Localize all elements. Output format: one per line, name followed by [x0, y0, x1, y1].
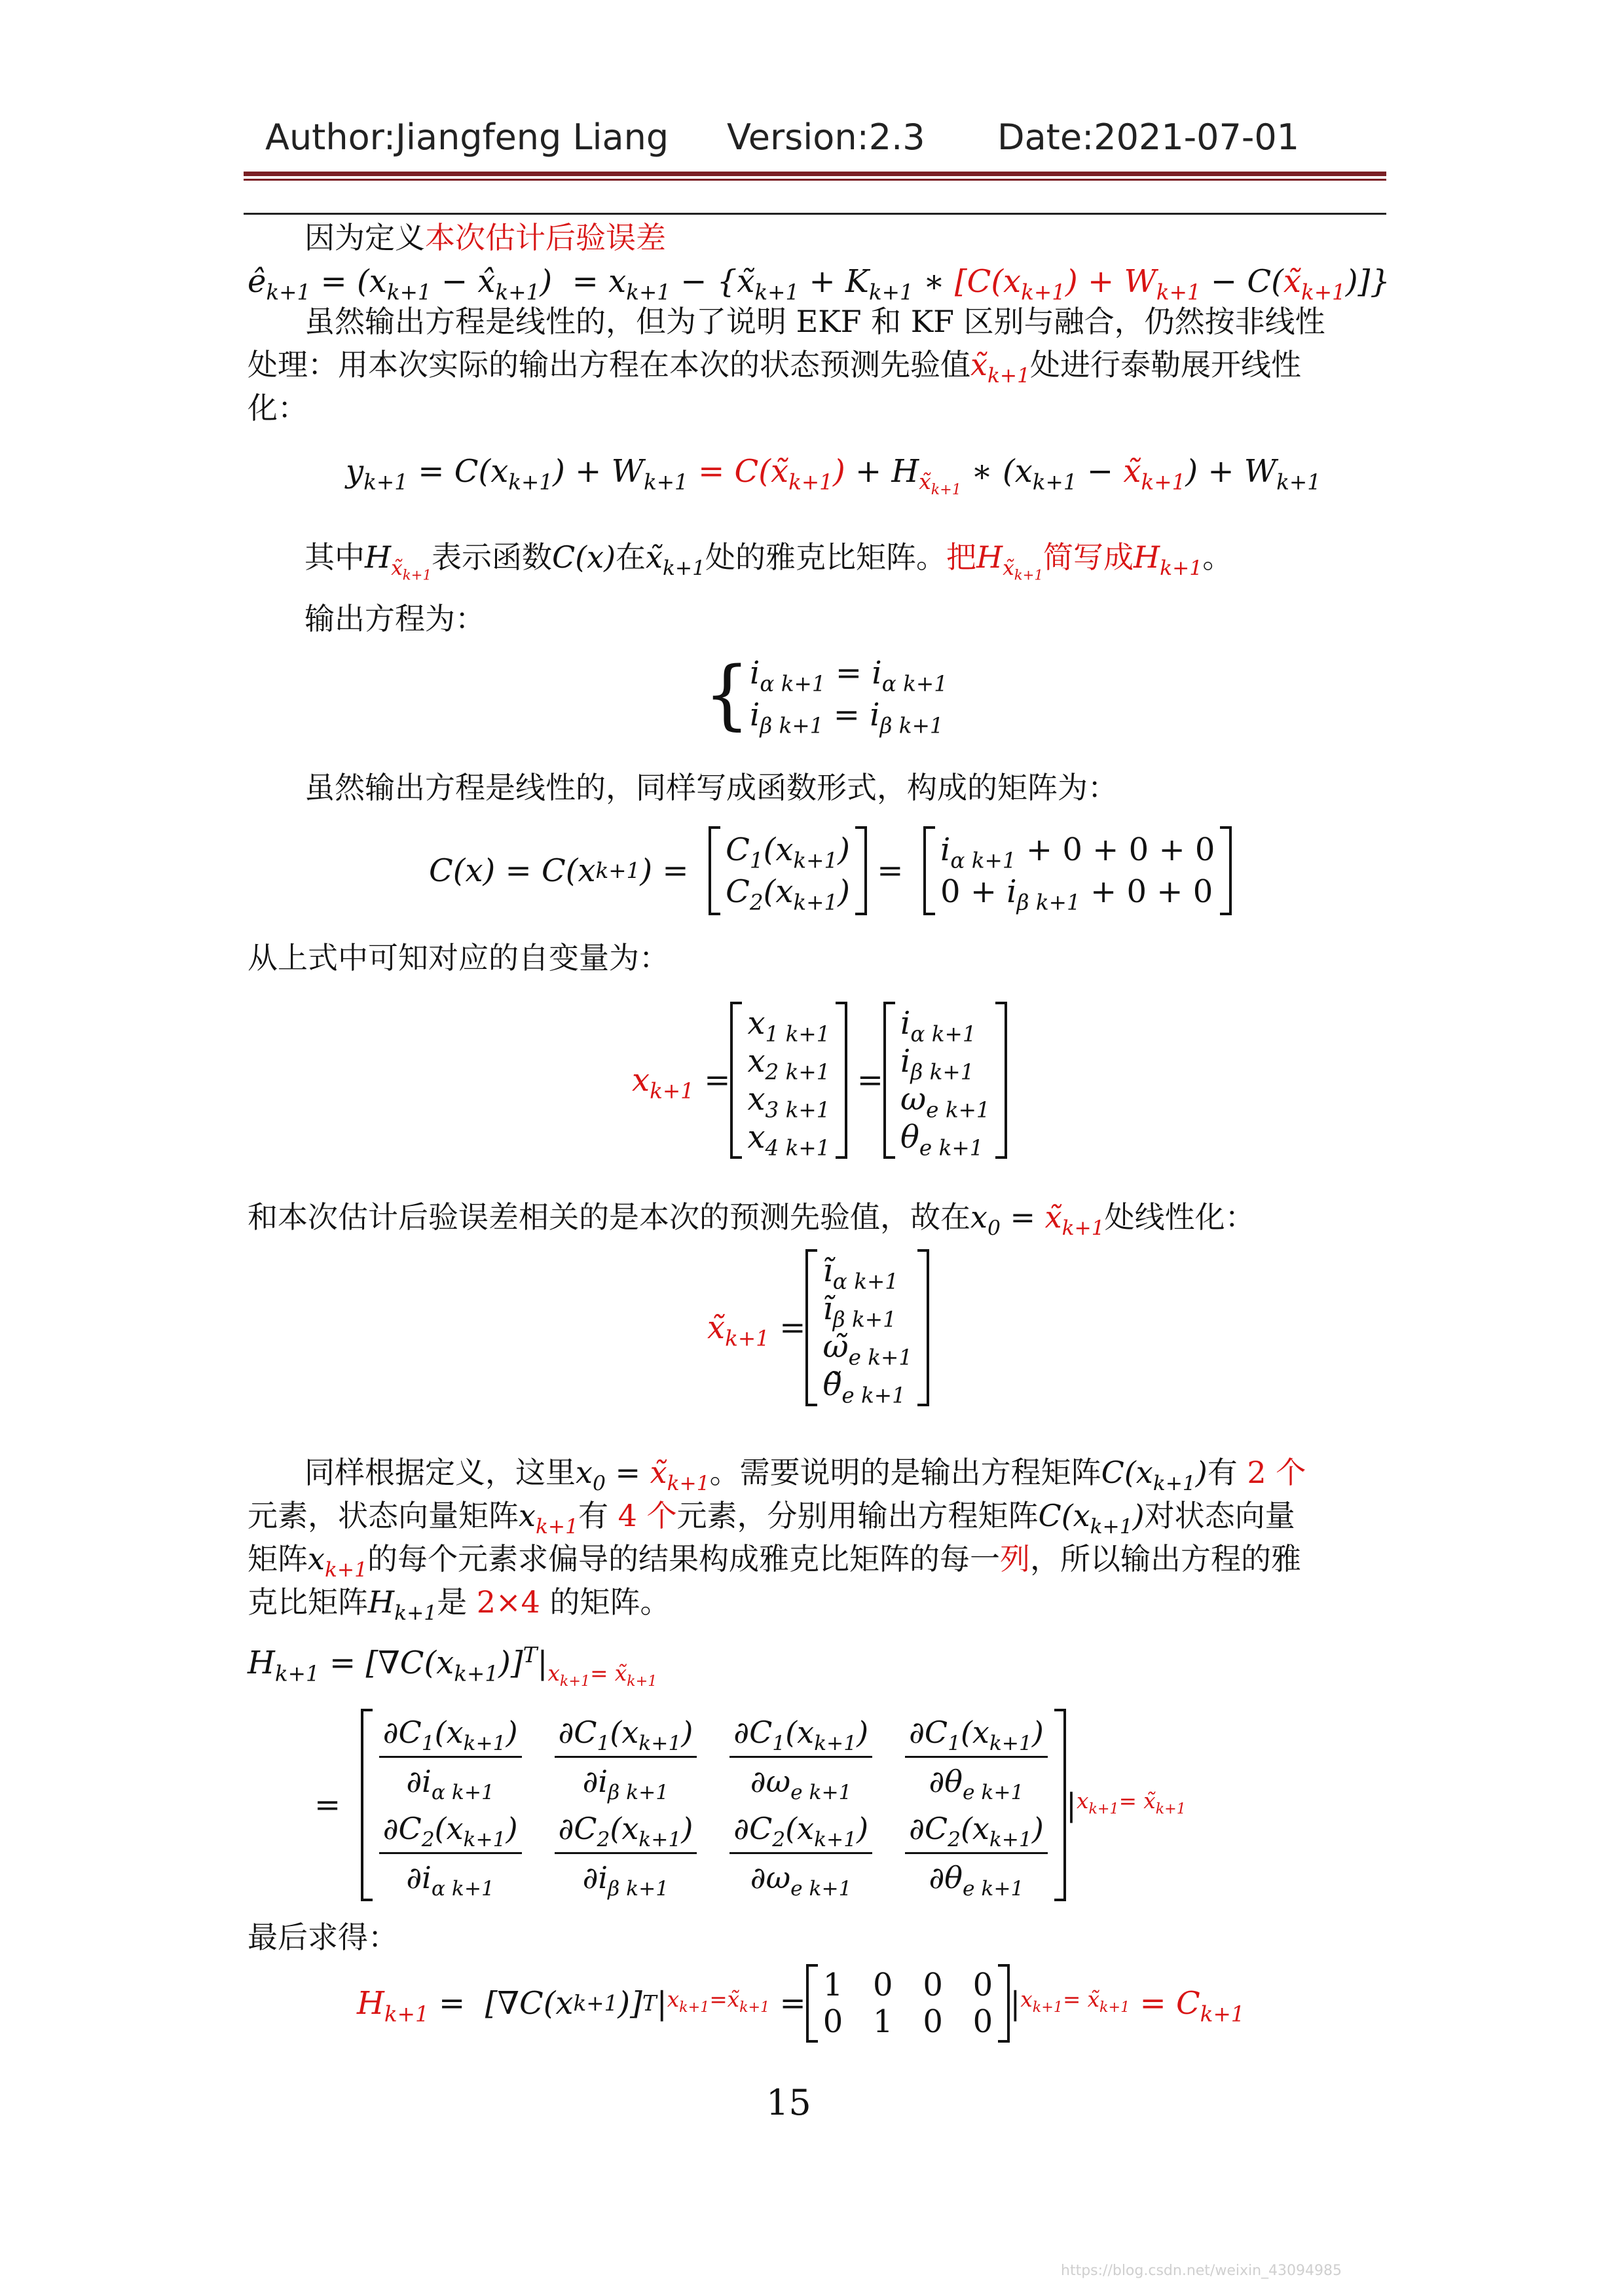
paragraph-linearize-line3: 化： [248, 390, 308, 426]
size-l2-e: 对状态向量 [1144, 1498, 1295, 1533]
equation-C-matrix: C(x) = C(x k+1 ) = $C_1(x_{k+1})$ $C_2(x_{k+1})$ = $i_{\alpha k+1} + 0 + 0 + 0$ $0 + i_{\beta k+1} + 0 + 0$ [429, 826, 1232, 915]
linearize-text-b: 处进行泰勒展开线性 [1030, 347, 1301, 382]
size-l4-a: 克比矩阵 [248, 1584, 368, 1620]
paragraph-matrix-form: 虽然输出方程是线性的，同样写成函数形式，构成的矩阵为： [304, 770, 1118, 805]
final-matrix-row1: 1 0 0 0 [822, 1967, 993, 2003]
equation-jacobian-matrix: = $\frac{\partial C_1(x_{k+1})}{\partial i_{\alpha k+1}}$ $\frac{\partial C_1(x_{k+1})}{\partial i_{\beta k+1}}$ $\frac{\partial C_1(x_{k+1})}{\partial\omega_{e k+1}}$ $\frac{\partial C_1(x_{k+1})}{\partial\theta_{e k+1}}$ $\frac{\partial C_2(x_{k+1})}{\partial i_{\alpha k+1}}$ $\frac{\partial C_2(x_{k+1})}{\partial i_{\beta k+1}}$ $\frac{\partial C_2(x_{k+1})}{\partial\omega_{e k+1}}$ $\frac{\partial C_2(x_{k+1})}{\partial\theta_{e k+1}}$ | $x_{k+1}=$ $x̃_{k+1}$ [314, 1709, 1186, 1901]
matrix-C-row2-a: 0 + [940, 873, 1007, 910]
jacobian-text-b: 表示函数 [432, 539, 552, 575]
watermark: https://blog.csdn.net/weixin_43094985 [1061, 2263, 1342, 2279]
definition-term: 本次估计后验误差 [425, 220, 666, 255]
header-rule-black [244, 213, 1386, 215]
page-number: 15 [766, 2082, 811, 2123]
header-rule-thin [244, 179, 1386, 181]
equation-prior-vector: $x̃_{k+1}$ = $ĩ_{\alpha k+1}$ $ĩ_{\beta k+1}$ $\omegã_{e k+1}$ $\thetã_{e k+1}$ [707, 1249, 929, 1406]
jacobian-text-a: 其中 [304, 539, 365, 575]
size-l1-c: 有 [1207, 1455, 1238, 1490]
size-l3-c: 列 [1000, 1541, 1030, 1576]
linpoint-text-a: 和本次估计后验误差相关的是本次的预测先验值，故在 [248, 1199, 970, 1235]
size-l4-c: 2×4 [467, 1584, 550, 1620]
matrix-C-row2-b: + 0 + 0 [1090, 873, 1213, 910]
paragraph-jacobian-size-line4: 克比矩阵$H_{k+1}$是 2×4 的矩阵。 [248, 1584, 671, 1625]
equation-final-jacobian: $H_{k+1}$ = [∇C(x k+1 )] T | $x_{k+1}=x̃_{k+1}$ = 1 0 0 0 0 1 0 0 | $x_{k+1}=$ $x̃_{k+1}$ = $C_{k+1}$ [357, 1964, 1245, 2043]
jacobian-text-d: 处的雅克比矩阵。 [705, 539, 947, 575]
jacobian-text-g: 。 [1202, 539, 1233, 575]
size-l1-b: 。需要说明的是输出方程矩阵 [709, 1455, 1101, 1490]
equation-jacobian-def: $H_{k+1} = [\nabla C(x_{k+1})]^T|_{x_{k+1}= x̃_{k+1}}$ [248, 1643, 657, 1690]
paragraph-jacobian-size-line2: 元素，状态向量矩阵$x_{k+1}$有 4 个元素，分别用输出方程矩阵$C(x_{k+1})$对状态向量 [248, 1498, 1295, 1539]
paragraph-output-eq: 输出方程为： [304, 601, 485, 636]
equation-output-taylor: $y_{k+1} = C(x_{k+1}) + W_{k+1}$ = $C(x̃_{k+1}) + H_{x̃_{k+1}}$ ∗ ($x_{k+1}$ − $x̃_{k+1}) + W_{k+1}$ [346, 453, 1321, 499]
header-rule-thick [244, 172, 1386, 176]
header-author: Author:Jiangfeng Liang [265, 117, 669, 158]
paragraph-final: 最后求得： [248, 1920, 398, 1955]
matrix-C-row1: + 0 + 0 + 0 [1025, 831, 1215, 868]
size-l4-d: 的矩阵。 [549, 1584, 671, 1620]
paragraph-jacobian-def: 其中$H_{x̃_{k+1}}$表示函数C(x)在$x̃_{k+1}$处的雅克比矩阵。把$H_{x̃_{k+1}}$简写成$H_{k+1}$。 [304, 539, 1233, 584]
header-date: Date:2021-07-01 [997, 117, 1300, 158]
jacobian-text-e: 把 [946, 539, 977, 575]
paragraph-linearize-point: 和本次估计后验误差相关的是本次的预测先验值，故在$x_0$ = $x̃_{k+1}$处线性化： [248, 1199, 1255, 1240]
size-l2-a: 元素，状态向量矩阵 [248, 1498, 519, 1533]
final-matrix-row2: 0 1 0 0 [822, 2003, 993, 2040]
linpoint-text-b: 处线性化： [1104, 1199, 1255, 1235]
size-l1-d: 2 个 [1237, 1455, 1306, 1490]
paragraph-variables: 从上式中可知对应的自变量为： [248, 940, 669, 975]
paragraph-jacobian-size-line1: 同样根据定义，这里$x_0$ = $x̃_{k+1}$。需要说明的是输出方程矩阵$C(x_{k+1})$有 2 个 [304, 1455, 1306, 1495]
paragraph-linearize-line2: 处理：用本次实际的输出方程在本次的状态预测先验值$x̃_{k+1}$处进行泰勒展开线性 [248, 347, 1301, 388]
linearize-text-a: 处理：用本次实际的输出方程在本次的状态预测先验值 [248, 347, 970, 382]
jacobian-text-f: 简写成 [1043, 539, 1134, 575]
size-l1-a: 同样根据定义，这里 [304, 1455, 576, 1490]
size-l3-b: 的每个元素求偏导的结果构成雅克比矩阵的每一 [367, 1541, 1000, 1576]
equation-error-def: $ê_{k+1} = (x_{k+1}$ − $x̂_{k+1}) = x_{k+1}$ − {$x̃_{k+1} + K_{k+1}$ ∗ [$C(x_{k+1}) + W_{k+1}$ − $C(x̃_{k+1})$]} [248, 263, 1390, 305]
page-header [265, 117, 1359, 169]
jacobian-text-c: 在 [616, 539, 646, 575]
size-l2-c: 4 个 [608, 1498, 677, 1533]
header-version: Version:2.3 [727, 117, 925, 158]
definition-prefix: 因为定义 [304, 220, 425, 255]
size-l3-a: 矩阵 [248, 1541, 308, 1576]
paragraph-definition [304, 216, 666, 259]
equation-state-vector: $x_{k+1}$ = $x_{1 k+1}$ $x_{2 k+1}$ $x_{3 k+1}$ $x_{4 k+1}$ = $i_{\alpha k+1}$ $i_{\beta k+1}$ $\omega_{e k+1}$ $\theta_{e k+1}$ [632, 1002, 1007, 1159]
equation-output-system: { $i_{\alpha k+1} = i_{\alpha k+1}$ $i_{\beta k+1} = i_{\beta k+1}$ [704, 649, 948, 738]
size-l2-b: 有 [578, 1498, 608, 1533]
size-l4-b: 是 [437, 1584, 468, 1620]
paragraph-jacobian-size-line3: 矩阵$x_{k+1}$的每个元素求偏导的结果构成雅克比矩阵的每一列，所以输出方程的雅 [248, 1541, 1301, 1582]
size-l3-d: ，所以输出方程的雅 [1030, 1541, 1301, 1576]
paragraph-linearize-line1: 虽然输出方程是线性的，但为了说明 EKF 和 KF 区别与融合，仍然按非线性 [304, 304, 1325, 339]
size-l2-d: 元素，分别用输出方程矩阵 [676, 1498, 1039, 1533]
